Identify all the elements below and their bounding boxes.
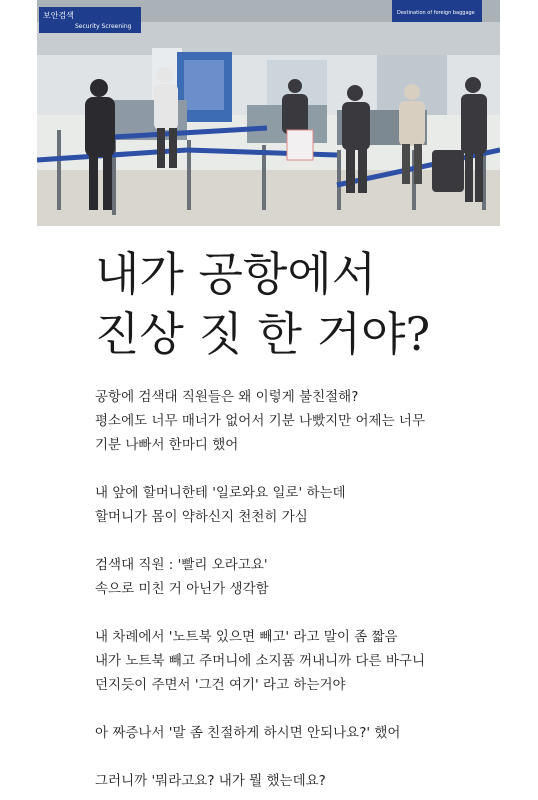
- svg-text:Security Screening: Security Screening: [75, 23, 132, 30]
- body-line: 던지듯이 주면서 '그건 여기' 라고 하는거야: [95, 677, 346, 693]
- body-line: 속으로 미친 거 아닌가 생각함: [95, 581, 269, 597]
- body-line: 검색대 직원 : '빨리 오라고요': [95, 557, 268, 573]
- body-line: 할머니가 몸이 약하신지 천천히 가심: [95, 509, 308, 525]
- post-title: [95, 244, 515, 364]
- body-line: 그러니까 '뭐라고요? 내가 뭘 했는데요?: [95, 773, 326, 789]
- svg-text:Destination of foreign baggage: Destination of foreign baggage: [397, 10, 475, 16]
- post-body: [95, 385, 515, 793]
- title-line-1: 내가 공항에서: [95, 247, 377, 301]
- body-line: 공항에 검색대 직원들은 왜 이렇게 불친절해?: [95, 389, 359, 405]
- body-line: 기분 나빠서 한마디 했어: [95, 437, 239, 453]
- body-line: 내가 노트북 빼고 주머니에 소지품 꺼내니까 다른 바구니: [95, 653, 425, 669]
- body-line: 내 앞에 할머니한테 '일로와요 일로' 하는데: [95, 485, 346, 501]
- body-line: 평소에도 너무 매너가 없어서 기분 나빴지만 어제는 너무: [95, 413, 425, 429]
- airport-photo-illustration: [37, 0, 500, 226]
- title-line-2: 진상 짓 한 거야?: [95, 307, 431, 361]
- body-line: 아 짜증나서 '말 좀 친절하게 하시면 안되나요?' 했어: [95, 725, 401, 741]
- svg-text:보안검색: 보안검색: [43, 11, 74, 20]
- body-line: 내 차례에서 '노트북 있으면 빼고' 라고 말이 좀 짧음: [95, 629, 398, 645]
- airport-security-photo: [37, 0, 500, 226]
